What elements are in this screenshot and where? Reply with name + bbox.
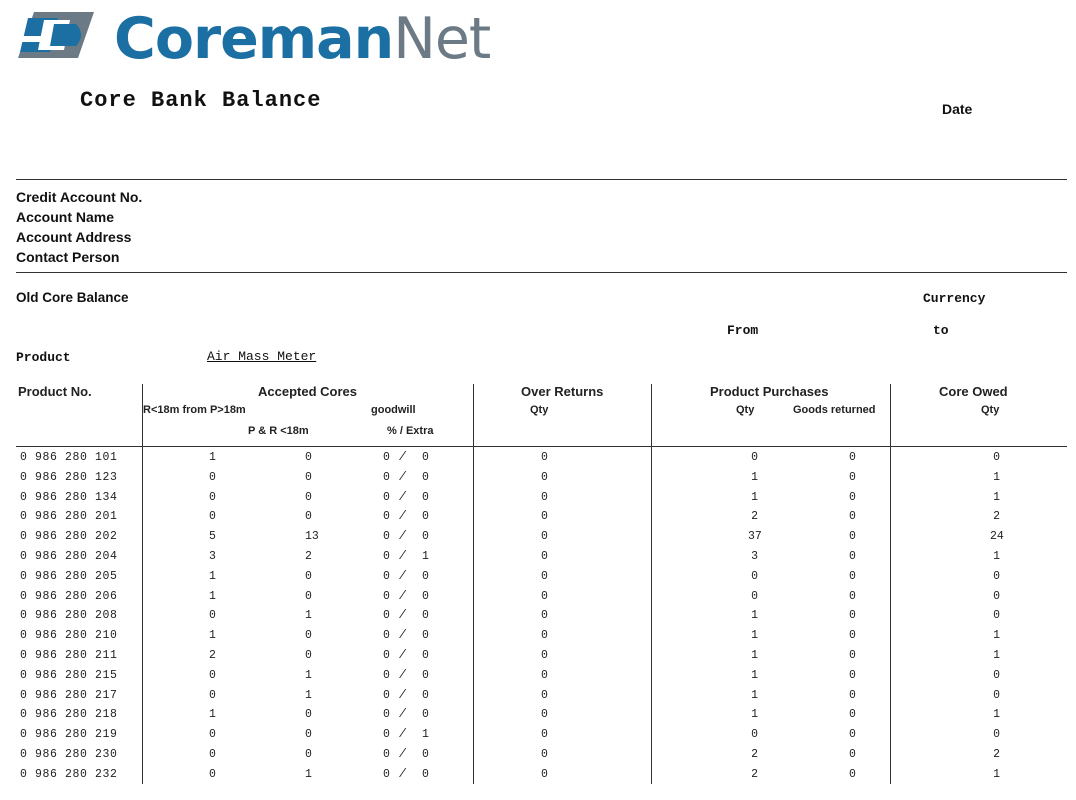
product-no-cell: 0 986 280 206: [20, 589, 118, 603]
accepted-r-cell: 1: [209, 569, 216, 583]
accepted-r-cell: 0: [209, 747, 216, 761]
goods-returned-cell: 0: [849, 648, 856, 662]
goods-returned-cell: 0: [849, 470, 856, 484]
accepted-r-cell: 1: [209, 629, 216, 643]
accepted-pr-cell: 1: [305, 767, 312, 781]
goods-returned-cell: 0: [849, 569, 856, 583]
table-row: [0, 705, 1076, 725]
core-owed-qty-cell: 0: [993, 688, 1000, 702]
goodwill-cell: 0: [383, 629, 390, 643]
col-r-sub: R<18m from P>18m: [143, 404, 246, 416]
over-returns-qty-cell: 0: [541, 490, 548, 504]
accepted-pr-cell: 13: [305, 530, 319, 544]
col-pr-sub: P & R <18m: [248, 425, 309, 437]
goods-returned-cell: 0: [849, 767, 856, 781]
core-owed-qty-cell: 1: [993, 767, 1000, 781]
product-label: Product: [16, 350, 71, 365]
divider-top: [16, 179, 1067, 180]
goodwill-slash: /: [399, 510, 406, 524]
over-returns-qty-cell: 0: [541, 451, 548, 464]
purchases-qty-cell: 0: [751, 728, 758, 742]
table-row: [0, 646, 1076, 666]
goods-returned-cell: 0: [849, 530, 856, 544]
goods-returned-cell: 0: [849, 688, 856, 702]
over-returns-qty-cell: 0: [541, 530, 548, 544]
product-no-cell: 0 986 280 215: [20, 668, 118, 682]
col-core-owed: Core Owed: [939, 384, 1008, 399]
table-row: [0, 448, 1076, 468]
over-returns-qty-cell: 0: [541, 609, 548, 623]
table-row: [0, 567, 1076, 587]
over-returns-qty-cell: 0: [541, 648, 548, 662]
table-row: [0, 666, 1076, 686]
extra-cell: 0: [422, 451, 429, 464]
over-returns-qty-cell: 0: [541, 589, 548, 603]
currency-label: Currency: [923, 291, 986, 306]
account-name-label: Account Name: [16, 209, 115, 225]
table-row: [0, 547, 1076, 567]
over-returns-qty-cell: 0: [541, 510, 548, 524]
product-no-cell: 0 986 280 208: [20, 609, 118, 623]
col-goodwill: goodwill: [371, 404, 416, 416]
purchases-qty-cell: 2: [751, 747, 758, 761]
core-owed-qty-cell: 1: [993, 648, 1000, 662]
core-owed-qty-cell: 0: [993, 609, 1000, 623]
purchases-qty-cell: 37: [748, 530, 762, 544]
product-no-cell: 0 986 280 211: [20, 648, 118, 662]
goodwill-slash: /: [399, 470, 406, 484]
accepted-r-cell: 1: [209, 451, 216, 464]
goodwill-cell: 0: [383, 728, 390, 742]
extra-cell: 0: [422, 629, 429, 643]
table-header-divider: [16, 446, 1067, 447]
purchases-qty-cell: 1: [751, 688, 758, 702]
contact-person-label: Contact Person: [16, 249, 120, 265]
goodwill-slash: /: [399, 708, 406, 722]
goods-returned-cell: 0: [849, 708, 856, 722]
over-returns-qty-cell: 0: [541, 767, 548, 781]
goodwill-slash: /: [399, 767, 406, 781]
extra-cell: 1: [422, 549, 429, 563]
extra-cell: 0: [422, 589, 429, 603]
core-balance-table-body: [0, 448, 1076, 785]
extra-cell: 0: [422, 569, 429, 583]
product-no-cell: 0 986 280 123: [20, 470, 118, 484]
goodwill-cell: 0: [383, 470, 390, 484]
purchases-qty-cell: 1: [751, 648, 758, 662]
date-label: Date: [942, 101, 973, 117]
goodwill-slash: /: [399, 530, 406, 544]
goodwill-cell: 0: [383, 708, 390, 722]
over-returns-qty-cell: 0: [541, 708, 548, 722]
product-no-cell: 0 986 280 134: [20, 490, 118, 504]
goods-returned-cell: 0: [849, 728, 856, 742]
col-over-returns-qty: Qty: [530, 404, 549, 416]
goods-returned-cell: 0: [849, 589, 856, 603]
goodwill-slash: /: [399, 648, 406, 662]
goodwill-slash: /: [399, 490, 406, 504]
extra-cell: 0: [422, 767, 429, 781]
over-returns-qty-cell: 0: [541, 688, 548, 702]
from-label: From: [727, 323, 759, 338]
goods-returned-cell: 0: [849, 609, 856, 623]
over-returns-qty-cell: 0: [541, 747, 548, 761]
purchases-qty-cell: 1: [751, 470, 758, 484]
accepted-r-cell: 1: [209, 708, 216, 722]
product-no-cell: 0 986 280 230: [20, 747, 118, 761]
extra-cell: 0: [422, 648, 429, 662]
col-goods-returned: Goods returned: [793, 404, 876, 416]
goods-returned-cell: 0: [849, 510, 856, 524]
accepted-r-cell: 0: [209, 688, 216, 702]
extra-cell: 0: [422, 510, 429, 524]
table-row: [0, 507, 1076, 527]
accepted-pr-cell: 0: [305, 629, 312, 643]
extra-cell: 0: [422, 668, 429, 682]
purchases-qty-cell: 2: [751, 767, 758, 781]
accepted-r-cell: 0: [209, 728, 216, 742]
accepted-r-cell: 0: [209, 668, 216, 682]
goodwill-cell: 0: [383, 569, 390, 583]
account-address-label: Account Address: [16, 229, 132, 245]
table-row: [0, 468, 1076, 488]
core-owed-qty-cell: 1: [993, 708, 1000, 722]
accepted-r-cell: 0: [209, 609, 216, 623]
table-row: [0, 686, 1076, 706]
product-no-cell: 0 986 280 101: [20, 451, 118, 464]
goodwill-slash: /: [399, 747, 406, 761]
extra-cell: 0: [422, 470, 429, 484]
accepted-r-cell: 2: [209, 648, 216, 662]
product-no-cell: 0 986 280 202: [20, 530, 118, 544]
over-returns-qty-cell: 0: [541, 629, 548, 643]
product-no-cell: 0 986 280 218: [20, 708, 118, 722]
goodwill-cell: 0: [383, 530, 390, 544]
credit-account-no-label: Credit Account No.: [16, 189, 143, 205]
goodwill-slash: /: [399, 688, 406, 702]
col-purchases-qty: Qty: [736, 404, 755, 416]
purchases-qty-cell: 0: [751, 451, 758, 464]
product-no-cell: 0 986 280 219: [20, 728, 118, 742]
col-over-returns: Over Returns: [521, 384, 604, 399]
page-title: Core Bank Balance: [80, 88, 322, 113]
core-owed-qty-cell: 1: [993, 490, 1000, 504]
accepted-pr-cell: 0: [305, 728, 312, 742]
logo-text-net: Net: [393, 6, 491, 72]
accepted-r-cell: 5: [209, 530, 216, 544]
table-row: [0, 626, 1076, 646]
goodwill-cell: 0: [383, 648, 390, 662]
goods-returned-cell: 0: [849, 668, 856, 682]
extra-cell: 0: [422, 490, 429, 504]
table-row: [0, 765, 1076, 785]
accepted-pr-cell: 0: [305, 470, 312, 484]
accepted-r-cell: 3: [209, 549, 216, 563]
goods-returned-cell: 0: [849, 747, 856, 761]
accepted-pr-cell: 2: [305, 549, 312, 563]
purchases-qty-cell: 0: [751, 569, 758, 583]
logo-text-coreman: Coreman: [114, 6, 394, 72]
table-row: [0, 527, 1076, 547]
extra-cell: 0: [422, 708, 429, 722]
accepted-r-cell: 0: [209, 470, 216, 484]
product-no-cell: 0 986 280 217: [20, 688, 118, 702]
account-block: [16, 187, 142, 267]
purchases-qty-cell: 1: [751, 668, 758, 682]
goodwill-cell: 0: [383, 451, 390, 464]
accepted-pr-cell: 0: [305, 708, 312, 722]
col-core-owed-qty: Qty: [981, 404, 1000, 416]
table-row: [0, 725, 1076, 745]
goodwill-cell: 0: [383, 589, 390, 603]
core-owed-qty-cell: 0: [993, 569, 1000, 583]
accepted-pr-cell: 0: [305, 569, 312, 583]
over-returns-qty-cell: 0: [541, 569, 548, 583]
goodwill-slash: /: [399, 549, 406, 563]
core-owed-qty-cell: 2: [993, 747, 1000, 761]
core-owed-qty-cell: 0: [993, 668, 1000, 682]
divider-middle: [16, 272, 1067, 273]
purchases-qty-cell: 1: [751, 609, 758, 623]
purchases-qty-cell: 1: [751, 490, 758, 504]
col-pct-extra: % / Extra: [387, 425, 434, 437]
core-owed-qty-cell: 1: [993, 629, 1000, 643]
goods-returned-cell: 0: [849, 451, 856, 464]
goodwill-cell: 0: [383, 767, 390, 781]
goodwill-slash: /: [399, 451, 406, 464]
table-row: [0, 488, 1076, 508]
purchases-qty-cell: 0: [751, 589, 758, 603]
core-owed-qty-cell: 0: [993, 451, 1000, 464]
purchases-qty-cell: 1: [751, 708, 758, 722]
col-product-no: Product No.: [18, 384, 92, 399]
product-no-cell: 0 986 280 205: [20, 569, 118, 583]
over-returns-qty-cell: 0: [541, 470, 548, 484]
coremannet-logo: [14, 6, 491, 72]
accepted-r-cell: 0: [209, 510, 216, 524]
extra-cell: 0: [422, 609, 429, 623]
goods-returned-cell: 0: [849, 629, 856, 643]
table-row: [0, 587, 1076, 607]
goodwill-cell: 0: [383, 510, 390, 524]
accepted-r-cell: 0: [209, 490, 216, 504]
goodwill-cell: 0: [383, 688, 390, 702]
accepted-pr-cell: 0: [305, 490, 312, 504]
purchases-qty-cell: 2: [751, 510, 758, 524]
core-owed-qty-cell: 1: [993, 549, 1000, 563]
extra-cell: 0: [422, 747, 429, 761]
goodwill-slash: /: [399, 569, 406, 583]
product-no-cell: 0 986 280 210: [20, 629, 118, 643]
core-owed-qty-cell: 24: [990, 530, 1004, 544]
accepted-pr-cell: 0: [305, 510, 312, 524]
goodwill-cell: 0: [383, 609, 390, 623]
product-no-cell: 0 986 280 201: [20, 510, 118, 524]
core-owed-qty-cell: 0: [993, 728, 1000, 742]
core-owed-qty-cell: 1: [993, 470, 1000, 484]
extra-cell: 0: [422, 688, 429, 702]
goodwill-slash: /: [399, 728, 406, 742]
goods-returned-cell: 0: [849, 490, 856, 504]
extra-cell: 0: [422, 530, 429, 544]
goodwill-cell: 0: [383, 490, 390, 504]
accepted-r-cell: 1: [209, 589, 216, 603]
goodwill-cell: 0: [383, 549, 390, 563]
purchases-qty-cell: 1: [751, 629, 758, 643]
accepted-pr-cell: 1: [305, 609, 312, 623]
accepted-pr-cell: 0: [305, 648, 312, 662]
over-returns-qty-cell: 0: [541, 668, 548, 682]
product-no-cell: 0 986 280 204: [20, 549, 118, 563]
purchases-qty-cell: 3: [751, 549, 758, 563]
accepted-pr-cell: 0: [305, 747, 312, 761]
accepted-pr-cell: 1: [305, 668, 312, 682]
goodwill-slash: /: [399, 589, 406, 603]
accepted-r-cell: 0: [209, 767, 216, 781]
goodwill-slash: /: [399, 629, 406, 643]
core-owed-qty-cell: 2: [993, 510, 1000, 524]
table-row: [0, 745, 1076, 765]
accepted-pr-cell: 0: [305, 451, 312, 464]
accepted-pr-cell: 0: [305, 589, 312, 603]
goodwill-slash: /: [399, 609, 406, 623]
col-product-purchases: Product Purchases: [710, 384, 829, 399]
old-core-balance-label: Old Core Balance: [16, 290, 129, 305]
col-accepted-cores: Accepted Cores: [258, 384, 357, 399]
over-returns-qty-cell: 0: [541, 549, 548, 563]
to-label: to: [933, 323, 949, 338]
accepted-pr-cell: 1: [305, 688, 312, 702]
product-value: Air Mass Meter: [207, 349, 317, 364]
table-row: [0, 606, 1076, 626]
goodwill-cell: 0: [383, 668, 390, 682]
product-no-cell: 0 986 280 232: [20, 767, 118, 781]
extra-cell: 1: [422, 728, 429, 742]
goodwill-slash: /: [399, 668, 406, 682]
over-returns-qty-cell: 0: [541, 728, 548, 742]
goodwill-cell: 0: [383, 747, 390, 761]
goods-returned-cell: 0: [849, 549, 856, 563]
coremannet-logo-mark-icon: [14, 6, 98, 64]
core-owed-qty-cell: 0: [993, 589, 1000, 603]
logo-wordmark: [114, 6, 490, 72]
